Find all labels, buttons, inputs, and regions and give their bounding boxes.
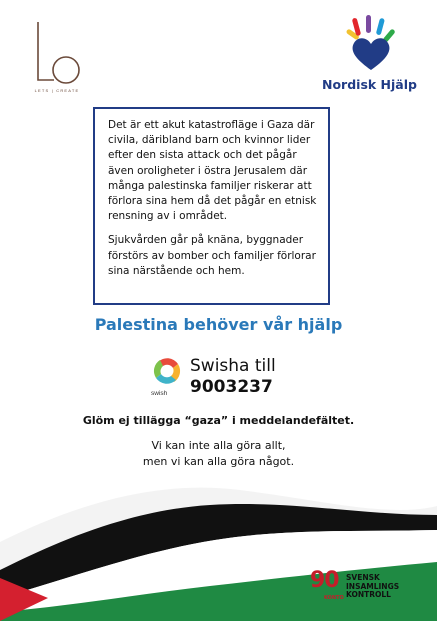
nordisk-hjalp-hand-heart-icon: [338, 14, 404, 74]
insamlings-line-2: INSAMLINGS: [346, 581, 400, 591]
konto-label: KONTO: [324, 595, 344, 601]
closing-text: [0, 438, 437, 470]
appeal-message-box: [93, 107, 330, 305]
nordisk-hjalp-name: Nordisk Hjälp: [322, 77, 417, 92]
ninety-konto-number: 90: [310, 568, 339, 593]
insamlings-line-3: KONTROLL: [346, 590, 391, 600]
swish-number: 9003237: [190, 377, 273, 397]
swish-icon: [150, 354, 184, 388]
swish-lead-text: Swisha till: [190, 356, 276, 376]
headline: Palestina behöver vår hjälp: [94, 315, 343, 334]
lets-create-tagline: LETS | CREATE: [34, 88, 80, 93]
closing-line-2: men vi kan alla göra något.: [142, 455, 295, 468]
insamlingskontroll-text: [346, 574, 399, 600]
appeal-paragraph-1: Det är ett akut katastrofläge i Gaza där civila, däribland barn och kvinnor lider efter den sista attack och det pågår även oroligheter i östra Jerusalem där många palestinska familjer riskerar att förlora sina hem då det pågår en etnisk rensning av i området.: [108, 119, 317, 223]
closing-line-1: Vi kan inte alla göra allt,: [151, 439, 286, 452]
appeal-paragraph-2: Sjukvården går på knäna, byggnader förstörs av bomber och familjer förlorar sina närstående och hem.: [108, 234, 316, 277]
insamlings-line-1: SVENSK: [346, 573, 380, 582]
svensk-insamlingskontroll-logo: [310, 568, 418, 610]
swish-logo-word: swish: [151, 390, 168, 397]
reminder-text: Glöm ej tillägga “gaza” i meddelandefältet.: [82, 414, 355, 427]
